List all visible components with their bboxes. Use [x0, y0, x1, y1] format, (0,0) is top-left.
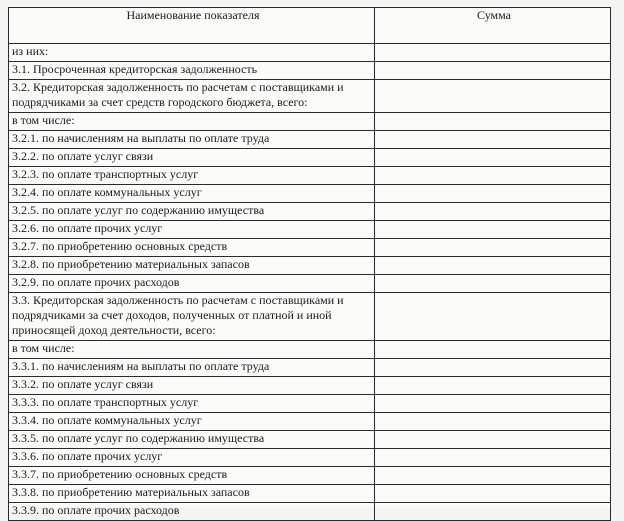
table-row — [9, 149, 611, 167]
indicator-name-cell: 3.2.2. по оплате услуг связи — [9, 149, 375, 167]
table-row — [9, 395, 611, 413]
sum-value-cell — [375, 467, 611, 485]
indicator-name-cell: 3.1. Просроченная кредиторская задолженность — [9, 62, 375, 80]
indicator-name-cell: 3.2.7. по приобретению основных средств — [9, 239, 375, 257]
sum-value-cell — [375, 293, 611, 341]
table-row — [9, 185, 611, 203]
sum-value-cell — [375, 413, 611, 431]
table-row — [9, 239, 611, 257]
sum-value-cell — [375, 275, 611, 293]
table-row — [9, 221, 611, 239]
indicator-name-cell: 3.3.1. по начислениям на выплаты по оплате труда — [9, 359, 375, 377]
indicator-name-cell: 3.2.4. по оплате коммунальных услуг — [9, 185, 375, 203]
table-row — [9, 485, 611, 503]
indicator-name-cell: 3.3.5. по оплате услуг по содержанию имущества — [9, 431, 375, 449]
indicator-name-cell: 3.3.2. по оплате услуг связи — [9, 377, 375, 395]
table-row — [9, 257, 611, 275]
sum-value-cell — [375, 449, 611, 467]
sum-value-cell — [375, 377, 611, 395]
sum-value-cell — [375, 485, 611, 503]
indicator-name-cell: 3.3.7. по приобретению основных средств — [9, 467, 375, 485]
indicator-name-cell: 3.3.6. по оплате прочих услуг — [9, 449, 375, 467]
table-row — [9, 293, 611, 341]
table-row — [9, 467, 611, 485]
indicator-name-cell: 3.2.6. по оплате прочих услуг — [9, 221, 375, 239]
table-row — [9, 413, 611, 431]
sum-value-cell — [375, 221, 611, 239]
sum-value-cell — [375, 113, 611, 131]
indicator-name-cell: 3.2.8. по приобретению материальных запасов — [9, 257, 375, 275]
table-row — [9, 359, 611, 377]
report-body — [9, 44, 611, 521]
indicator-name-cell: 3.3. Кредиторская задолженность по расчетам с поставщиками и подрядчиками за счет доходов, полученных от платной и иной приносящей доход деятельности, всего: — [9, 293, 375, 341]
sum-value-cell — [375, 359, 611, 377]
indicator-name-cell: 3.2.3. по оплате транспортных услуг — [9, 167, 375, 185]
indicator-name-cell: 3.2.5. по оплате услуг по содержанию имущества — [9, 203, 375, 221]
table-row — [9, 275, 611, 293]
sum-value-cell — [375, 167, 611, 185]
table-row — [9, 503, 611, 521]
report-table — [8, 7, 611, 521]
table-row — [9, 80, 611, 113]
indicator-name-cell: 3.3.9. по оплате прочих расходов — [9, 503, 375, 521]
sum-value-cell — [375, 431, 611, 449]
indicator-name-cell: 3.2.9. по оплате прочих расходов — [9, 275, 375, 293]
header-name-column: Наименование показателя — [9, 8, 375, 44]
sum-value-cell — [375, 44, 611, 62]
sum-value-cell — [375, 62, 611, 80]
table-row — [9, 131, 611, 149]
sum-value-cell — [375, 239, 611, 257]
sum-value-cell — [375, 131, 611, 149]
sum-value-cell — [375, 341, 611, 359]
indicator-name-cell: 3.2. Кредиторская задолженность по расчетам с поставщиками и подрядчиками за счет средств городского бюджета, всего: — [9, 80, 375, 113]
table-row — [9, 44, 611, 62]
sum-value-cell — [375, 185, 611, 203]
header-sum-column: Сумма — [375, 8, 611, 44]
table-row — [9, 377, 611, 395]
table-row — [9, 203, 611, 221]
indicator-name-cell: 3.3.4. по оплате коммунальных услуг — [9, 413, 375, 431]
document-sheet — [8, 7, 610, 517]
table-row — [9, 431, 611, 449]
indicator-name-cell: 3.3.3. по оплате транспортных услуг — [9, 395, 375, 413]
indicator-name-cell: 3.2.1. по начислениям на выплаты по оплате труда — [9, 131, 375, 149]
table-row — [9, 449, 611, 467]
table-header-row — [9, 8, 611, 44]
sum-value-cell — [375, 203, 611, 221]
sum-value-cell — [375, 80, 611, 113]
indicator-name-cell: в том числе: — [9, 341, 375, 359]
indicator-name-cell: из них: — [9, 44, 375, 62]
sum-value-cell — [375, 395, 611, 413]
indicator-name-cell: 3.3.8. по приобретению материальных запасов — [9, 485, 375, 503]
table-row — [9, 62, 611, 80]
table-row — [9, 167, 611, 185]
sum-value-cell — [375, 149, 611, 167]
sum-value-cell — [375, 503, 611, 521]
table-row — [9, 341, 611, 359]
table-row — [9, 113, 611, 131]
sum-value-cell — [375, 257, 611, 275]
indicator-name-cell: в том числе: — [9, 113, 375, 131]
